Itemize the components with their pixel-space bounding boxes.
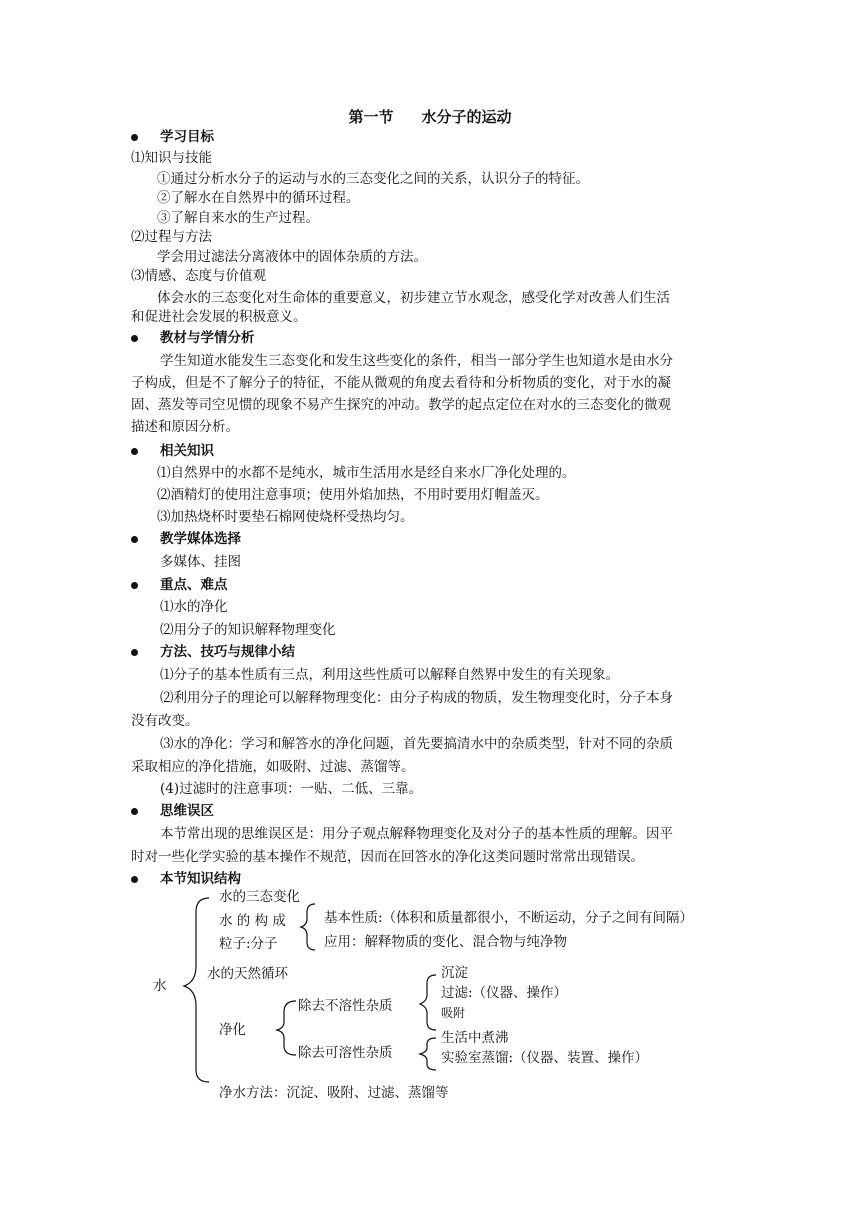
section-heading-analysis: 教材与学情分析 xyxy=(160,330,255,346)
emotion-heading: ⑶情感、态度与价值观 xyxy=(131,268,266,284)
structure-insoluble-item: 过滤:（仪器、操作） xyxy=(441,985,568,1001)
key-item: ⑴水的净化 xyxy=(160,599,228,615)
process-text: 学会用过滤法分离液体中的固体杂质的方法。 xyxy=(157,249,427,265)
structure-purification: 净化 xyxy=(219,1022,246,1038)
related-item: ⑶加热烧杯时要垫石棉网使烧杯受热均匀。 xyxy=(157,509,414,525)
section-heading-related: 相关知识 xyxy=(160,443,214,459)
emotion-line: 体会水的三态变化对生命体的重要意义，初步建立节水观念，感受化学对改善人们生活 xyxy=(157,290,670,306)
related-item: ⑵酒精灯的使用注意事项；使用外焰加热，不用时要用灯帽盖灭。 xyxy=(157,487,549,503)
structure-basic-property: 基本性质:（体积和质量都很小，不断运动，分子之间有间隔） xyxy=(324,910,694,926)
structure-composition-line1: 水 的 构 成 xyxy=(219,913,286,929)
knowledge-item: ①通过分析水分子的运动与水的三态变化之间的关系，认识分子的特征。 xyxy=(157,171,589,187)
section-heading-structure: 本节知识结构 xyxy=(160,871,241,887)
related-item: ⑴自然界中的水都不是纯水，城市生活用水是经自来水厂净化处理的。 xyxy=(157,465,576,481)
mistakes-line: 本节常出现的思维误区是：用分子观点解释物理变化及对分子的基本性质的理解。因平 xyxy=(160,826,673,842)
method-item-3-line: 采取相应的净化措施，如吸附、过滤、蒸馏等。 xyxy=(131,759,415,775)
structure-application: 应用：解释物质的变化、混合物与纯净物 xyxy=(324,934,567,950)
method-item-1: ⑴分子的基本性质有三点，利用这些性质可以解释自然界中发生的有关现象。 xyxy=(160,667,619,683)
structure-soluble-item: 生活中煮沸 xyxy=(441,1030,509,1046)
knowledge-item: ②了解水在自然界中的循环过程。 xyxy=(157,190,360,206)
brace-soluble xyxy=(420,1038,436,1070)
structure-soluble: 除去可溶性杂质 xyxy=(298,1045,393,1061)
media-text: 多媒体、挂图 xyxy=(160,554,241,570)
method-item-2-line: 没有改变。 xyxy=(131,713,199,729)
brace-purification xyxy=(277,1001,296,1055)
section-heading-media: 教学媒体选择 xyxy=(160,531,241,547)
method-item-4: (4)过滤时的注意事项：一贴、二低、三靠。 xyxy=(160,781,423,797)
chapter-label: 第一节 xyxy=(348,108,394,126)
structure-insoluble-item: 吸附 xyxy=(441,1006,466,1020)
section-heading-mistakes: 思维误区 xyxy=(160,803,214,819)
structure-insoluble-item: 沉淀 xyxy=(441,965,468,981)
structure-composition-line2: 粒子:分子 xyxy=(219,936,278,952)
analysis-line: 子构成，但是不了解分子的特征，不能从微观的角度去看待和分析物质的变化，对于水的凝 xyxy=(131,375,671,391)
mistakes-line: 时对一些化学实验的基本操作不规范，因而在回答水的净化这类问题时常常出现错误。 xyxy=(131,849,644,865)
structure-natural-cycle: 水的天然循环 xyxy=(207,966,288,982)
analysis-line: 固、蒸发等司空见惯的现象不易产生探究的冲动。教学的起点定位在对水的三态变化的微观 xyxy=(131,397,671,413)
knowledge-item: ③了解自来水的生产过程。 xyxy=(157,210,319,226)
structure-root: 水 xyxy=(153,978,167,994)
structure-methods: 净水方法：沉淀、吸附、过滤、蒸馏等 xyxy=(219,1085,449,1101)
brace-main xyxy=(184,898,209,1082)
chapter-name: 水分子的运动 xyxy=(421,108,512,126)
section-heading-goals: 学习目标 xyxy=(160,129,214,145)
structure-insoluble: 除去不溶性杂质 xyxy=(298,998,393,1014)
section-heading-methods: 方法、技巧与规律小结 xyxy=(160,644,295,660)
emotion-line: 和促进社会发展的积极意义。 xyxy=(131,309,307,325)
key-item: ⑵用分子的知识解释物理变化 xyxy=(160,622,336,638)
brace-composition xyxy=(301,904,315,950)
method-item-3-line: ⑶水的净化：学习和解答水的净化问题，首先要搞清水中的杂质类型，针对不同的杂质 xyxy=(160,736,673,752)
brace-insoluble xyxy=(420,975,436,1030)
analysis-line: 学生知道水能发生三态变化和发生这些变化的条件，相当一部分学生也知道水是由水分 xyxy=(160,353,673,369)
section-heading-key: 重点、难点 xyxy=(160,577,228,593)
process-heading: ⑵过程与方法 xyxy=(131,229,212,245)
structure-three-states: 水的三态变化 xyxy=(219,889,300,905)
analysis-line: 描述和原因分析。 xyxy=(131,419,239,435)
knowledge-heading: ⑴知识与技能 xyxy=(131,150,212,166)
structure-soluble-item: 实验室蒸馏:（仪器、装置、操作） xyxy=(441,1050,649,1066)
method-item-2-line: ⑵利用分子的理论可以解释物理变化：由分子构成的物质，发生物理变化时，分子本身 xyxy=(160,690,673,706)
